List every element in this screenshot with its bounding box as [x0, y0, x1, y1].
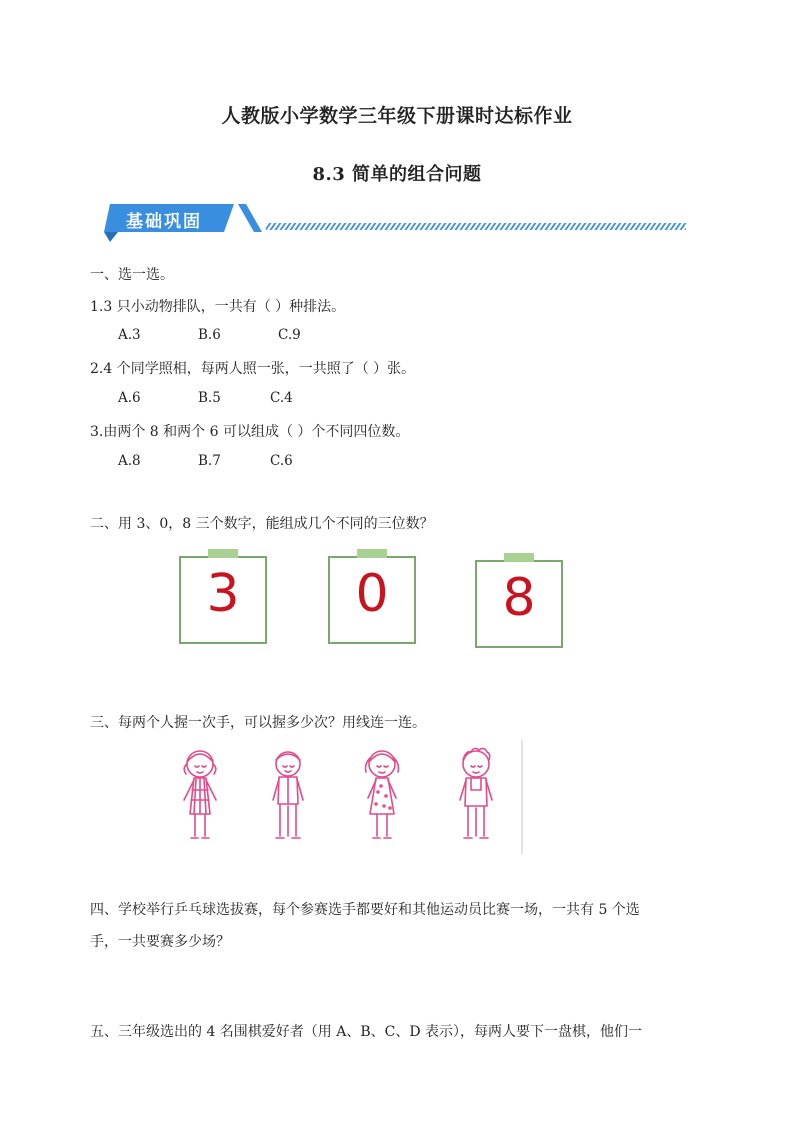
section3-heading: 三、每两个人握一次手，可以握多少次？用线连一连。 [90, 715, 426, 731]
card-digit: 3 [206, 564, 240, 624]
banner-label: 基础巩固 [126, 212, 202, 232]
card-digit: 0 [355, 564, 389, 624]
option-b: B.7 [198, 453, 221, 469]
card-tab [504, 553, 534, 562]
boy-1-icon [273, 752, 303, 838]
section2-heading: 二、用 3、0，8 三个数字，能组成几个不同的三位数？ [90, 516, 434, 532]
question-3: 3.由两个 8 和两个 6 可以组成（ ）个不同四位数。 [90, 424, 410, 440]
section5-line1: 五、三年级选出的 4 名围棋爱好者（用 A、B、C、D 表示），每两人要下一盘棋，他们一 [90, 1024, 643, 1040]
question-3-options [118, 453, 293, 469]
digit-card-0 [328, 556, 416, 644]
girl-2-icon [366, 751, 399, 838]
option-b: B.5 [198, 390, 221, 406]
option-a: A.8 [118, 453, 141, 469]
lesson-subtitle: 8.3 简单的组合问题 [312, 164, 482, 185]
section-banner [104, 202, 689, 242]
option-a: A.3 [118, 327, 141, 343]
digit-card-8 [475, 560, 563, 648]
question-1: 1.3 只小动物排队，一共有（ ）种排法。 [90, 299, 346, 315]
boy-2-icon [460, 748, 492, 838]
children-illustration [170, 738, 530, 858]
girl-1-icon [184, 751, 216, 838]
option-b: B.6 [198, 327, 221, 343]
question-1-options [118, 327, 301, 343]
section1-heading: 一、选一选。 [90, 267, 174, 283]
card-tab [208, 549, 238, 558]
section4-line2: 手，一共要赛多少场？ [90, 934, 230, 950]
option-a: A.6 [118, 390, 141, 406]
option-c: C.9 [278, 327, 301, 343]
question-2-options [118, 390, 293, 406]
digit-card-3 [179, 556, 267, 644]
page-title: 人教版小学数学三年级下册课时达标作业 [221, 105, 573, 127]
card-tab [357, 549, 387, 558]
section4-line1: 四、学校举行乒乓球选拔赛，每个参赛选手都要好和其他运动员比赛一场，一共有 5 个选 [90, 902, 640, 918]
option-c: C.6 [270, 453, 293, 469]
card-digit: 8 [502, 568, 536, 628]
option-c: C.4 [270, 390, 293, 406]
kids-drawing [170, 738, 530, 858]
question-2: 2.4 个同学照相，每两人照一张，一共照了（ ）张。 [90, 361, 416, 377]
